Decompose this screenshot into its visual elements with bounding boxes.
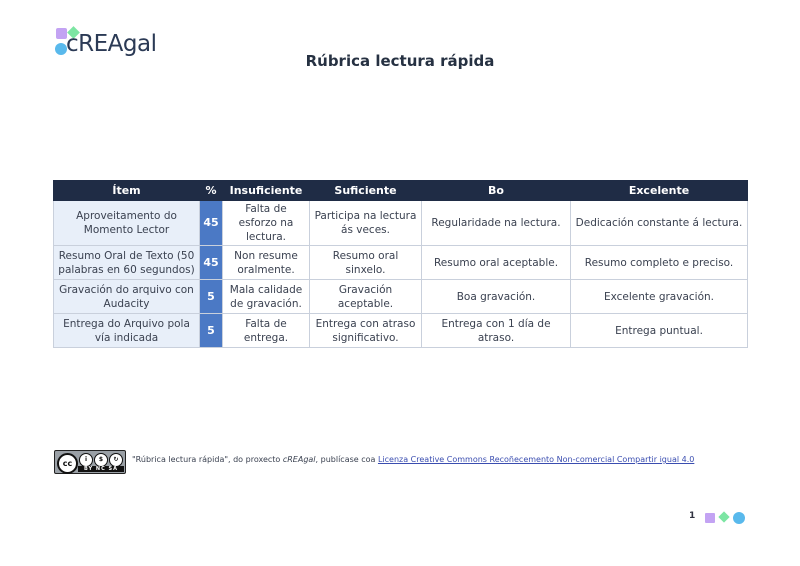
table-row [54,246,748,280]
sharealike-icon: ↻ [109,453,123,467]
row-percent: 5 [200,280,223,314]
row-bo: Boa gravación. [422,280,571,314]
table-row [54,314,748,348]
header-insuficiente: Insuficiente [223,181,310,201]
row-bo: Entrega con 1 día de atraso. [422,314,571,348]
noncommercial-icon: $ [94,453,108,467]
header-excelente: Excelente [571,181,748,201]
cc-terms: BY NC SA [78,466,124,472]
table-header-row [54,181,748,201]
green-diamond-icon [718,511,729,522]
project-name: cREAgal [282,455,316,464]
row-item: Entrega do Arquivo pola vía indicada [54,314,200,348]
header-item: Ítem [54,181,200,201]
row-insuficiente: Falta de entrega. [223,314,310,348]
row-percent: 45 [200,201,223,246]
header-bo: Bo [422,181,571,201]
row-item: Resumo Oral de Texto (50 palabras en 60 segundos) [54,246,200,280]
row-insuficiente: Non resume oralmente. [223,246,310,280]
logo-text: cREAgal [66,31,157,57]
page-number: 1 [689,511,696,521]
attribution-icon: i [79,453,93,467]
row-suficiente: Participa na lectura ás veces. [310,201,422,246]
row-percent: 45 [200,246,223,280]
row-suficiente: Entrega con atraso significativo. [310,314,422,348]
row-percent: 5 [200,314,223,348]
blue-circle-icon [733,512,745,524]
row-insuficiente: Mala calidade de gravación. [223,280,310,314]
cc-by-nc-sa-icon[interactable]: cc i $ ↻ BY NC SA [54,450,126,474]
header-percent: % [200,181,223,201]
table-row [54,201,748,246]
row-suficiente: Resumo oral sinxelo. [310,246,422,280]
license-text: "Rúbrica lectura rápida", do proxecto cREAgal, publícase coa Licenza Creative Commons Recoñecemento Non-comercial Compartir igual 4.0 [132,455,695,464]
row-excelente: Excelente gravación. [571,280,748,314]
row-bo: Resumo oral aceptable. [422,246,571,280]
row-excelente: Entrega puntual. [571,314,748,348]
rubric-table [53,180,748,348]
page-title: Rúbrica lectura rápida [305,52,495,70]
row-excelente: Resumo completo e preciso. [571,246,748,280]
header-suficiente: Suficiente [310,181,422,201]
license-link[interactable]: Licenza Creative Commons Recoñecemento Non-comercial Compartir igual 4.0 [377,455,695,464]
row-suficiente: Gravación aceptable. [310,280,422,314]
table-row [54,280,748,314]
row-bo: Regularidade na lectura. [422,201,571,246]
row-item: Gravación do arquivo con Audacity [54,280,200,314]
row-item: Aproveitamento do Momento Lector [54,201,200,246]
purple-square-icon [705,513,715,523]
row-insuficiente: Falta de esforzo na lectura. [223,201,310,246]
row-excelente: Dedicación constante á lectura. [571,201,748,246]
